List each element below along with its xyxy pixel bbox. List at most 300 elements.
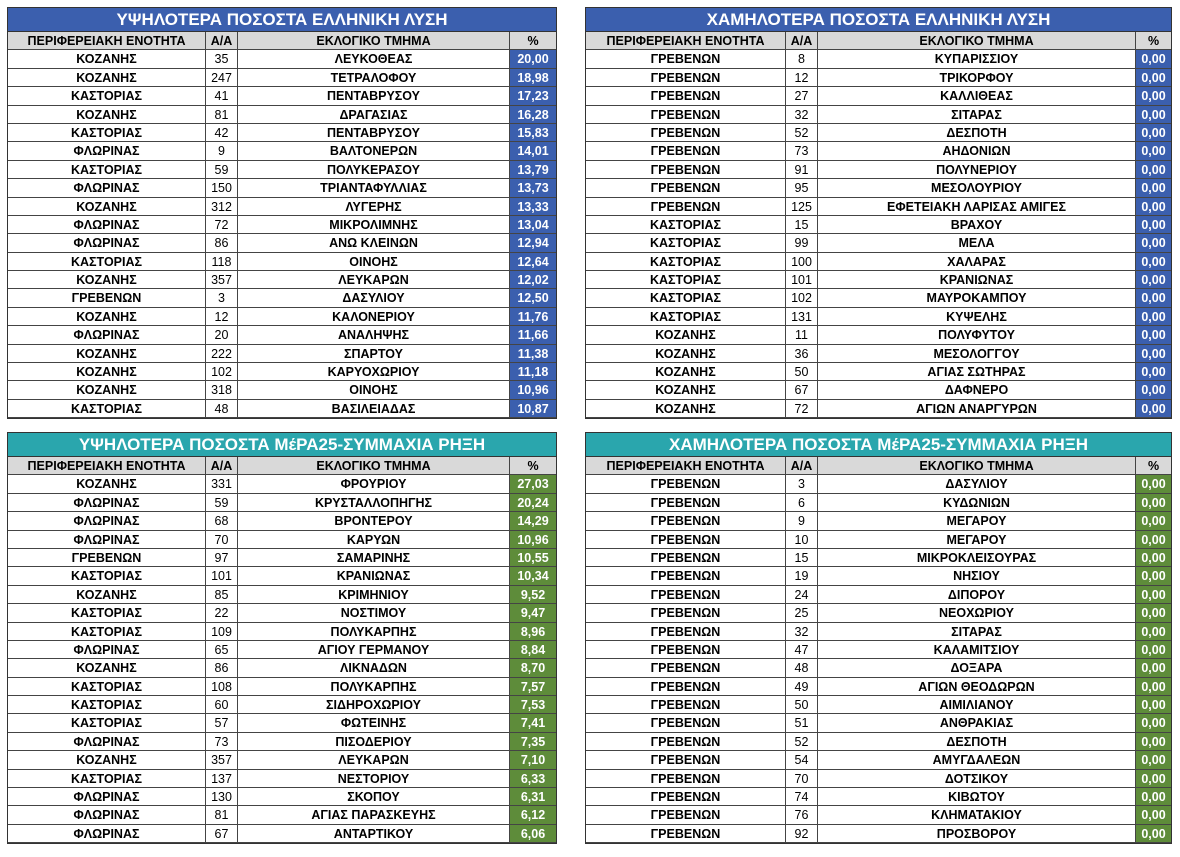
aa-cell: 47	[786, 641, 818, 659]
region-cell: ΚΟΖΑΝΗΣ	[8, 363, 206, 381]
percent-cell: 9,47	[510, 604, 556, 622]
region-cell: ΓΡΕΒΕΝΩΝ	[586, 567, 786, 585]
region-cell: ΚΟΖΑΝΗΣ	[586, 381, 786, 399]
section-cell: ΑΓΙΩΝ ΘΕΟΔΩΡΩΝ	[818, 678, 1136, 696]
percent-cell: 0,00	[1136, 87, 1171, 105]
aa-cell: 102	[206, 363, 238, 381]
aa-cell: 85	[206, 586, 238, 604]
aa-cell: 52	[786, 733, 818, 751]
header-percent: %	[510, 457, 556, 475]
percent-cell: 0,00	[1136, 788, 1171, 806]
aa-cell: 59	[206, 494, 238, 512]
region-cell: ΚΟΖΑΝΗΣ	[8, 69, 206, 87]
header-aa: Α/Α	[206, 32, 238, 50]
aa-cell: 86	[206, 234, 238, 252]
section-cell: ΔΡΑΓΑΣΙΑΣ	[238, 106, 510, 124]
region-cell: ΓΡΕΒΕΝΩΝ	[8, 549, 206, 567]
region-cell: ΓΡΕΒΕΝΩΝ	[586, 604, 786, 622]
section-cell: ΟΙΝΟΗΣ	[238, 381, 510, 399]
aa-cell: 312	[206, 198, 238, 216]
table-title: ΧΑΜΗΛΟΤΕΡΑ ΠΟΣΟΣΤΑ ΜέΡΑ25-ΣΥΜΜΑΧΙΑ ΡΗΞΗ	[586, 433, 1171, 457]
region-cell: ΚΟΖΑΝΗΣ	[8, 271, 206, 289]
percent-cell: 0,00	[1136, 253, 1171, 271]
section-cell: ΔΑΦΝΕΡΟ	[818, 381, 1136, 399]
aa-cell: 72	[206, 216, 238, 234]
table-grid	[586, 32, 1171, 418]
table-mera25-highest	[7, 432, 557, 844]
percent-cell: 0,00	[1136, 106, 1171, 124]
aa-cell: 25	[786, 604, 818, 622]
region-cell: ΓΡΕΒΕΝΩΝ	[586, 659, 786, 677]
region-cell: ΚΑΣΤΟΡΙΑΣ	[8, 567, 206, 585]
section-cell: ΔΙΠΟΡΟΥ	[818, 586, 1136, 604]
section-cell: ΑΙΜΙΛΙΑΝΟΥ	[818, 696, 1136, 714]
region-cell: ΚΑΣΤΟΡΙΑΣ	[8, 161, 206, 179]
section-cell: ΛΕΥΚΑΡΩΝ	[238, 271, 510, 289]
percent-cell: 10,96	[510, 531, 556, 549]
region-cell: ΓΡΕΒΕΝΩΝ	[586, 696, 786, 714]
header-region: ΠΕΡΙΦΕΡΕΙΑΚΗ ΕΝΟΤΗΤΑ	[8, 457, 206, 475]
header-section: ΕΚΛΟΓΙΚΟ ΤΜΗΜΑ	[238, 32, 510, 50]
section-cell: ΠΟΛΥΚΑΡΠΗΣ	[238, 678, 510, 696]
aa-cell: 54	[786, 751, 818, 769]
section-cell: ΔΑΣΥΛΙΟΥ	[238, 289, 510, 307]
region-cell: ΚΑΣΤΟΡΙΑΣ	[586, 253, 786, 271]
region-cell: ΦΛΩΡΙΝΑΣ	[8, 234, 206, 252]
section-cell: ΦΩΤΕΙΝΗΣ	[238, 714, 510, 732]
region-cell: ΚΟΖΑΝΗΣ	[8, 751, 206, 769]
aa-cell: 3	[206, 289, 238, 307]
aa-cell: 51	[786, 714, 818, 732]
aa-cell: 137	[206, 770, 238, 788]
percent-cell: 0,00	[1136, 714, 1171, 732]
percent-cell: 0,00	[1136, 50, 1171, 68]
section-cell: ΔΑΣΥΛΙΟΥ	[818, 475, 1136, 493]
region-cell: ΦΛΩΡΙΝΑΣ	[8, 531, 206, 549]
aa-cell: 22	[206, 604, 238, 622]
header-section: ΕΚΛΟΓΙΚΟ ΤΜΗΜΑ	[818, 457, 1136, 475]
aa-cell: 12	[206, 308, 238, 326]
region-cell: ΚΑΣΤΟΡΙΑΣ	[8, 124, 206, 142]
section-cell: ΑΓΙΩΝ ΑΝΑΡΓΥΡΩΝ	[818, 400, 1136, 418]
region-cell: ΚΑΣΤΟΡΙΑΣ	[8, 604, 206, 622]
region-cell: ΚΟΖΑΝΗΣ	[8, 308, 206, 326]
region-cell: ΓΡΕΒΕΝΩΝ	[586, 806, 786, 824]
percent-cell: 0,00	[1136, 363, 1171, 381]
header-percent: %	[510, 32, 556, 50]
region-cell: ΦΛΩΡΙΝΑΣ	[8, 788, 206, 806]
aa-cell: 42	[206, 124, 238, 142]
section-cell: ΧΑΛΑΡΑΣ	[818, 253, 1136, 271]
aa-cell: 81	[206, 106, 238, 124]
section-cell: ΝΗΣΙΟΥ	[818, 567, 1136, 585]
header-region: ΠΕΡΙΦΕΡΕΙΑΚΗ ΕΝΟΤΗΤΑ	[586, 457, 786, 475]
percent-cell: 7,35	[510, 733, 556, 751]
region-cell: ΓΡΕΒΕΝΩΝ	[586, 678, 786, 696]
section-cell: ΚΡΑΝΙΩΝΑΣ	[238, 567, 510, 585]
aa-cell: 52	[786, 124, 818, 142]
percent-cell: 0,00	[1136, 659, 1171, 677]
percent-cell: 6,33	[510, 770, 556, 788]
aa-cell: 357	[206, 751, 238, 769]
percent-cell: 0,00	[1136, 475, 1171, 493]
table-greek-solution-lowest	[585, 7, 1172, 419]
table-title: ΧΑΜΗΛΟΤΕΡΑ ΠΟΣΟΣΤΑ ΕΛΛΗΝΙΚΗ ΛΥΣΗ	[586, 8, 1171, 32]
percent-cell: 7,53	[510, 696, 556, 714]
percent-cell: 0,00	[1136, 825, 1171, 843]
region-cell: ΚΟΖΑΝΗΣ	[8, 106, 206, 124]
percent-cell: 12,50	[510, 289, 556, 307]
aa-cell: 20	[206, 326, 238, 344]
percent-cell: 0,00	[1136, 733, 1171, 751]
section-cell: ΑΝΑΛΗΨΗΣ	[238, 326, 510, 344]
region-cell: ΦΛΩΡΙΝΑΣ	[8, 494, 206, 512]
section-cell: ΑΓΙΑΣ ΠΑΡΑΣΚΕΥΗΣ	[238, 806, 510, 824]
section-cell: ΚΥΠΑΡΙΣΣΙΟΥ	[818, 50, 1136, 68]
percent-cell: 0,00	[1136, 567, 1171, 585]
aa-cell: 32	[786, 106, 818, 124]
section-cell: ΛΥΓΕΡΗΣ	[238, 198, 510, 216]
percent-cell: 0,00	[1136, 69, 1171, 87]
section-cell: ΑΝΩ ΚΛΕΙΝΩΝ	[238, 234, 510, 252]
region-cell: ΚΟΖΑΝΗΣ	[8, 198, 206, 216]
percent-cell: 0,00	[1136, 179, 1171, 197]
aa-cell: 35	[206, 50, 238, 68]
percent-cell: 0,00	[1136, 289, 1171, 307]
percent-cell: 11,18	[510, 363, 556, 381]
aa-cell: 118	[206, 253, 238, 271]
header-aa: Α/Α	[206, 457, 238, 475]
section-cell: ΣΠΑΡΤΟΥ	[238, 345, 510, 363]
percent-cell: 0,00	[1136, 678, 1171, 696]
aa-cell: 15	[786, 549, 818, 567]
region-cell: ΚΑΣΤΟΡΙΑΣ	[8, 623, 206, 641]
region-cell: ΚΟΖΑΝΗΣ	[8, 659, 206, 677]
percent-cell: 7,10	[510, 751, 556, 769]
section-cell: ΝΕΣΤΟΡΙΟΥ	[238, 770, 510, 788]
aa-cell: 97	[206, 549, 238, 567]
aa-cell: 91	[786, 161, 818, 179]
region-cell: ΓΡΕΒΕΝΩΝ	[586, 641, 786, 659]
aa-cell: 12	[786, 69, 818, 87]
section-cell: ΚΡΥΣΤΑΛΛΟΠΗΓΗΣ	[238, 494, 510, 512]
section-cell: ΣΚΟΠΟΥ	[238, 788, 510, 806]
region-cell: ΚΑΣΤΟΡΙΑΣ	[586, 216, 786, 234]
section-cell: ΑΓΙΑΣ ΣΩΤΗΡΑΣ	[818, 363, 1136, 381]
percent-cell: 27,03	[510, 475, 556, 493]
aa-cell: 131	[786, 308, 818, 326]
aa-cell: 41	[206, 87, 238, 105]
percent-cell: 11,76	[510, 308, 556, 326]
table-greek-solution-highest	[7, 7, 557, 419]
aa-cell: 59	[206, 161, 238, 179]
percent-cell: 13,33	[510, 198, 556, 216]
percent-cell: 12,94	[510, 234, 556, 252]
header-region: ΠΕΡΙΦΕΡΕΙΑΚΗ ΕΝΟΤΗΤΑ	[8, 32, 206, 50]
region-cell: ΚΑΣΤΟΡΙΑΣ	[8, 770, 206, 788]
region-cell: ΚΟΖΑΝΗΣ	[586, 400, 786, 418]
aa-cell: 150	[206, 179, 238, 197]
region-cell: ΚΑΣΤΟΡΙΑΣ	[8, 400, 206, 418]
percent-cell: 16,28	[510, 106, 556, 124]
region-cell: ΚΟΖΑΝΗΣ	[8, 345, 206, 363]
section-cell: ΒΡΑΧΟΥ	[818, 216, 1136, 234]
region-cell: ΓΡΕΒΕΝΩΝ	[586, 751, 786, 769]
region-cell: ΚΟΖΑΝΗΣ	[8, 475, 206, 493]
aa-cell: 357	[206, 271, 238, 289]
region-cell: ΚΑΣΤΟΡΙΑΣ	[586, 234, 786, 252]
percent-cell: 14,01	[510, 142, 556, 160]
aa-cell: 101	[206, 567, 238, 585]
aa-cell: 65	[206, 641, 238, 659]
aa-cell: 50	[786, 696, 818, 714]
percent-cell: 10,87	[510, 400, 556, 418]
percent-cell: 0,00	[1136, 161, 1171, 179]
aa-cell: 27	[786, 87, 818, 105]
region-cell: ΓΡΕΒΕΝΩΝ	[586, 623, 786, 641]
aa-cell: 108	[206, 678, 238, 696]
percent-cell: 10,34	[510, 567, 556, 585]
section-cell: ΚΥΔΩΝΙΩΝ	[818, 494, 1136, 512]
region-cell: ΓΡΕΒΕΝΩΝ	[586, 494, 786, 512]
percent-cell: 0,00	[1136, 641, 1171, 659]
aa-cell: 99	[786, 234, 818, 252]
percent-cell: 11,66	[510, 326, 556, 344]
table-title: ΥΨΗΛΟΤΕΡΑ ΠΟΣΟΣΤΑ ΜέΡΑ25-ΣΥΜΜΑΧΙΑ ΡΗΞΗ	[8, 433, 556, 457]
region-cell: ΓΡΕΒΕΝΩΝ	[586, 69, 786, 87]
region-cell: ΚΑΣΤΟΡΙΑΣ	[8, 87, 206, 105]
aa-cell: 48	[786, 659, 818, 677]
aa-cell: 32	[786, 623, 818, 641]
region-cell: ΓΡΕΒΕΝΩΝ	[586, 161, 786, 179]
aa-cell: 36	[786, 345, 818, 363]
section-cell: ΜΙΚΡΟΛΙΜΝΗΣ	[238, 216, 510, 234]
percent-cell: 20,00	[510, 50, 556, 68]
aa-cell: 318	[206, 381, 238, 399]
section-cell: ΛΕΥΚΑΡΩΝ	[238, 751, 510, 769]
aa-cell: 92	[786, 825, 818, 843]
header-aa: Α/Α	[786, 457, 818, 475]
aa-cell: 6	[786, 494, 818, 512]
percent-cell: 8,70	[510, 659, 556, 677]
table-grid	[8, 457, 556, 843]
region-cell: ΓΡΕΒΕΝΩΝ	[586, 475, 786, 493]
section-cell: ΣΙΤΑΡΑΣ	[818, 106, 1136, 124]
region-cell: ΓΡΕΒΕΝΩΝ	[586, 142, 786, 160]
section-cell: ΤΡΙΚΟΡΦΟΥ	[818, 69, 1136, 87]
section-cell: ΑΝΘΡΑΚΙΑΣ	[818, 714, 1136, 732]
region-cell: ΦΛΩΡΙΝΑΣ	[8, 512, 206, 530]
region-cell: ΚΟΖΑΝΗΣ	[8, 50, 206, 68]
region-cell: ΓΡΕΒΕΝΩΝ	[586, 788, 786, 806]
aa-cell: 86	[206, 659, 238, 677]
section-cell: ΣΙΤΑΡΑΣ	[818, 623, 1136, 641]
percent-cell: 0,00	[1136, 604, 1171, 622]
percent-cell: 0,00	[1136, 512, 1171, 530]
section-cell: ΝΟΣΤΙΜΟΥ	[238, 604, 510, 622]
section-cell: ΜΙΚΡΟΚΛΕΙΣΟΥΡΑΣ	[818, 549, 1136, 567]
section-cell: ΝΕΟΧΩΡΙΟΥ	[818, 604, 1136, 622]
aa-cell: 222	[206, 345, 238, 363]
section-cell: ΔΟΞΑΡΑ	[818, 659, 1136, 677]
percent-cell: 0,00	[1136, 381, 1171, 399]
section-cell: ΜΕΓΑΡΟΥ	[818, 512, 1136, 530]
section-cell: ΦΡΟΥΡΙΟΥ	[238, 475, 510, 493]
header-percent: %	[1136, 457, 1171, 475]
region-cell: ΦΛΩΡΙΝΑΣ	[8, 733, 206, 751]
section-cell: ΚΥΨΕΛΗΣ	[818, 308, 1136, 326]
aa-cell: 8	[786, 50, 818, 68]
section-cell: ΠΕΝΤΑΒΡΥΣΟΥ	[238, 87, 510, 105]
aa-cell: 73	[786, 142, 818, 160]
section-cell: ΠΟΛΥΝΕΡΙΟΥ	[818, 161, 1136, 179]
percent-cell: 13,79	[510, 161, 556, 179]
percent-cell: 17,23	[510, 87, 556, 105]
section-cell: ΜΕΛΑ	[818, 234, 1136, 252]
aa-cell: 68	[206, 512, 238, 530]
aa-cell: 100	[786, 253, 818, 271]
section-cell: ΑΓΙΟΥ ΓΕΡΜΑΝΟΥ	[238, 641, 510, 659]
region-cell: ΦΛΩΡΙΝΑΣ	[8, 142, 206, 160]
region-cell: ΚΑΣΤΟΡΙΑΣ	[8, 678, 206, 696]
aa-cell: 109	[206, 623, 238, 641]
region-cell: ΦΛΩΡΙΝΑΣ	[8, 825, 206, 843]
percent-cell: 0,00	[1136, 234, 1171, 252]
percent-cell: 0,00	[1136, 751, 1171, 769]
percent-cell: 0,00	[1136, 806, 1171, 824]
section-cell: ΠΟΛΥΚΑΡΠΗΣ	[238, 623, 510, 641]
percent-cell: 0,00	[1136, 216, 1171, 234]
percent-cell: 0,00	[1136, 142, 1171, 160]
aa-cell: 331	[206, 475, 238, 493]
aa-cell: 76	[786, 806, 818, 824]
region-cell: ΚΟΖΑΝΗΣ	[586, 345, 786, 363]
section-cell: ΜΕΣΟΛΟΓΓΟΥ	[818, 345, 1136, 363]
region-cell: ΦΛΩΡΙΝΑΣ	[8, 806, 206, 824]
region-cell: ΓΡΕΒΕΝΩΝ	[586, 124, 786, 142]
aa-cell: 74	[786, 788, 818, 806]
percent-cell: 0,00	[1136, 531, 1171, 549]
section-cell: ΜΕΓΑΡΟΥ	[818, 531, 1136, 549]
region-cell: ΚΑΣΤΟΡΙΑΣ	[586, 289, 786, 307]
section-cell: ΣΑΜΑΡΙΝΗΣ	[238, 549, 510, 567]
section-cell: ΠΟΛΥΦΥΤΟΥ	[818, 326, 1136, 344]
percent-cell: 0,00	[1136, 586, 1171, 604]
percent-cell: 6,12	[510, 806, 556, 824]
region-cell: ΓΡΕΒΕΝΩΝ	[586, 733, 786, 751]
aa-cell: 50	[786, 363, 818, 381]
section-cell: ΟΙΝΟΗΣ	[238, 253, 510, 271]
region-cell: ΓΡΕΒΕΝΩΝ	[586, 106, 786, 124]
percent-cell: 8,96	[510, 623, 556, 641]
section-cell: ΜΕΣΟΛΟΥΡΙΟΥ	[818, 179, 1136, 197]
percent-cell: 6,31	[510, 788, 556, 806]
region-cell: ΓΡΕΒΕΝΩΝ	[586, 825, 786, 843]
region-cell: ΚΟΖΑΝΗΣ	[8, 586, 206, 604]
percent-cell: 0,00	[1136, 308, 1171, 326]
header-percent: %	[1136, 32, 1171, 50]
section-cell: ΑΜΥΓΔΑΛΕΩΝ	[818, 751, 1136, 769]
region-cell: ΚΑΣΤΟΡΙΑΣ	[586, 308, 786, 326]
section-cell: ΠΕΝΤΑΒΡΥΣΟΥ	[238, 124, 510, 142]
region-cell: ΦΛΩΡΙΝΑΣ	[8, 641, 206, 659]
aa-cell: 70	[206, 531, 238, 549]
aa-cell: 60	[206, 696, 238, 714]
section-cell: ΚΛΗΜΑΤΑΚΙΟΥ	[818, 806, 1136, 824]
section-cell: ΠΡΟΣΒΟΡΟΥ	[818, 825, 1136, 843]
aa-cell: 72	[786, 400, 818, 418]
percent-cell: 12,02	[510, 271, 556, 289]
percent-cell: 13,73	[510, 179, 556, 197]
section-cell: ΚΡΙΜΗΝΙΟΥ	[238, 586, 510, 604]
region-cell: ΓΡΕΒΕΝΩΝ	[586, 549, 786, 567]
percent-cell: 0,00	[1136, 124, 1171, 142]
region-cell: ΓΡΕΒΕΝΩΝ	[8, 289, 206, 307]
aa-cell: 95	[786, 179, 818, 197]
table-grid	[8, 32, 556, 418]
percent-cell: 10,96	[510, 381, 556, 399]
region-cell: ΚΑΣΤΟΡΙΑΣ	[586, 271, 786, 289]
percent-cell: 0,00	[1136, 400, 1171, 418]
section-cell: ΠΙΣΟΔΕΡΙΟΥ	[238, 733, 510, 751]
percent-cell: 10,55	[510, 549, 556, 567]
section-cell: ΛΕΥΚΟΘΕΑΣ	[238, 50, 510, 68]
header-region: ΠΕΡΙΦΕΡΕΙΑΚΗ ΕΝΟΤΗΤΑ	[586, 32, 786, 50]
percent-cell: 14,29	[510, 512, 556, 530]
region-cell: ΓΡΕΒΕΝΩΝ	[586, 179, 786, 197]
section-cell: ΚΑΛΛΙΘΕΑΣ	[818, 87, 1136, 105]
aa-cell: 9	[786, 512, 818, 530]
header-section: ΕΚΛΟΓΙΚΟ ΤΜΗΜΑ	[238, 457, 510, 475]
section-cell: ΔΕΣΠΟΤΗ	[818, 124, 1136, 142]
section-cell: ΚΑΛΑΜΙΤΣΙΟΥ	[818, 641, 1136, 659]
region-cell: ΚΑΣΤΟΡΙΑΣ	[8, 714, 206, 732]
region-cell: ΓΡΕΒΕΝΩΝ	[586, 586, 786, 604]
section-cell: ΚΙΒΩΤΟΥ	[818, 788, 1136, 806]
region-cell: ΚΟΖΑΝΗΣ	[586, 326, 786, 344]
percent-cell: 0,00	[1136, 770, 1171, 788]
aa-cell: 247	[206, 69, 238, 87]
section-cell: ΚΑΡΥΟΧΩΡΙΟΥ	[238, 363, 510, 381]
aa-cell: 19	[786, 567, 818, 585]
section-cell: ΤΕΤΡΑΛΟΦΟΥ	[238, 69, 510, 87]
percent-cell: 13,04	[510, 216, 556, 234]
percent-cell: 7,57	[510, 678, 556, 696]
section-cell: ΤΡΙΑΝΤΑΦΥΛΛΙΑΣ	[238, 179, 510, 197]
region-cell: ΦΛΩΡΙΝΑΣ	[8, 216, 206, 234]
percent-cell: 7,41	[510, 714, 556, 732]
region-cell: ΦΛΩΡΙΝΑΣ	[8, 326, 206, 344]
percent-cell: 0,00	[1136, 623, 1171, 641]
region-cell: ΓΡΕΒΕΝΩΝ	[586, 770, 786, 788]
aa-cell: 49	[786, 678, 818, 696]
aa-cell: 3	[786, 475, 818, 493]
region-cell: ΓΡΕΒΕΝΩΝ	[586, 512, 786, 530]
aa-cell: 70	[786, 770, 818, 788]
section-cell: ΕΦΕΤΕΙΑΚΗ ΛΑΡΙΣΑΣ ΑΜΙΓΕΣ	[818, 198, 1136, 216]
aa-cell: 73	[206, 733, 238, 751]
aa-cell: 11	[786, 326, 818, 344]
percent-cell: 9,52	[510, 586, 556, 604]
percent-cell: 0,00	[1136, 326, 1171, 344]
aa-cell: 81	[206, 806, 238, 824]
section-cell: ΔΕΣΠΟΤΗ	[818, 733, 1136, 751]
percent-cell: 15,83	[510, 124, 556, 142]
region-cell: ΓΡΕΒΕΝΩΝ	[586, 531, 786, 549]
region-cell: ΦΛΩΡΙΝΑΣ	[8, 179, 206, 197]
percent-cell: 0,00	[1136, 494, 1171, 512]
percent-cell: 12,64	[510, 253, 556, 271]
